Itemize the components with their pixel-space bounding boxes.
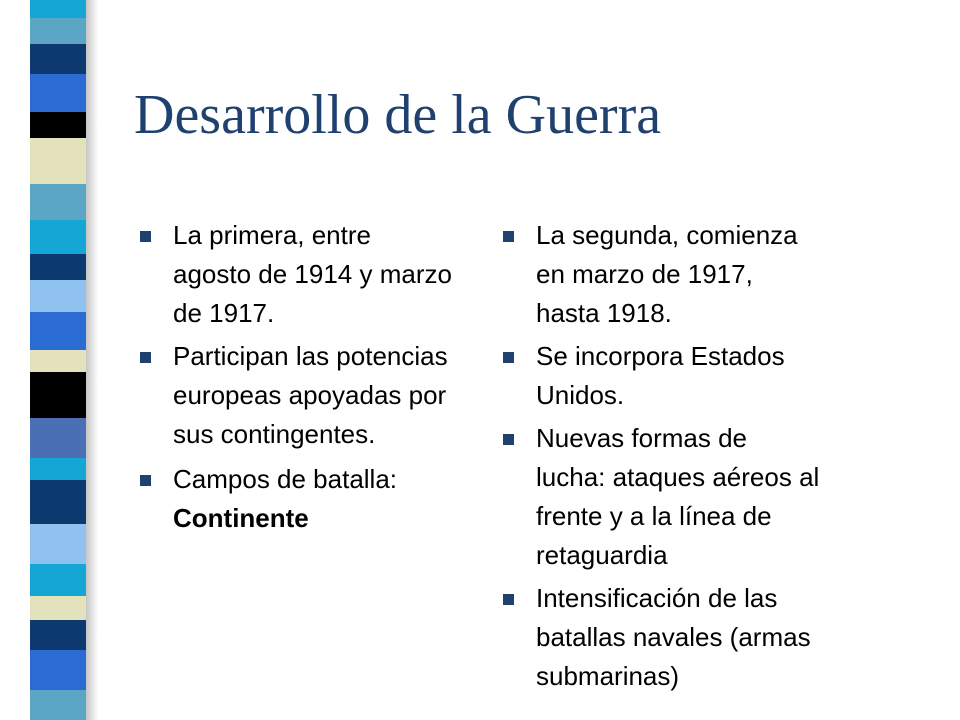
strip-shadow bbox=[86, 0, 98, 720]
strip-segment bbox=[30, 280, 86, 312]
strip-segment bbox=[30, 184, 86, 220]
bullet-text-line: Nuevas formas de bbox=[536, 423, 747, 453]
strip-segment bbox=[30, 620, 86, 650]
decorative-color-strip bbox=[30, 0, 86, 720]
strip-segment bbox=[30, 312, 86, 350]
bullet-item bbox=[497, 579, 897, 696]
square-bullet-icon bbox=[503, 434, 514, 445]
bullet-text-line: Campos de batalla: bbox=[173, 464, 398, 494]
strip-segment bbox=[30, 650, 86, 690]
strip-segment bbox=[30, 690, 86, 720]
bullet-text-line: retaguardia bbox=[536, 540, 668, 570]
square-bullet-icon bbox=[503, 352, 514, 363]
strip-segment bbox=[30, 524, 86, 564]
bullet-text-line: Unidos. bbox=[536, 380, 625, 410]
bullet-item bbox=[497, 337, 897, 415]
bullet-text-line: en marzo de 1917, bbox=[536, 259, 753, 289]
square-bullet-icon bbox=[503, 231, 514, 242]
bullet-text-line: La segunda, comienza bbox=[536, 220, 798, 250]
bullet-text-line: sus contingentes. bbox=[173, 419, 376, 449]
square-bullet-icon bbox=[140, 231, 151, 242]
bullet-text-line: Se incorpora Estados bbox=[536, 341, 785, 371]
strip-segment bbox=[30, 18, 86, 44]
strip-segment bbox=[30, 138, 86, 184]
strip-segment bbox=[30, 220, 86, 254]
slide-title: Desarrollo de la Guerra bbox=[134, 84, 662, 146]
bullet-text-line: Intensificación de las bbox=[536, 583, 778, 613]
bullet-text-line: hasta 1918. bbox=[536, 298, 672, 328]
strip-segment bbox=[30, 112, 86, 138]
bullet-item bbox=[497, 216, 897, 333]
bullet-text-line: lucha: ataques aéreos al bbox=[536, 462, 820, 492]
strip-segment bbox=[30, 458, 86, 480]
square-bullet-icon bbox=[503, 594, 514, 605]
bullet-text-line: Participan las potencias bbox=[173, 341, 448, 371]
strip-segment bbox=[30, 74, 86, 112]
bullet-text-line: batallas navales (armas bbox=[536, 622, 811, 652]
strip-segment bbox=[30, 564, 86, 596]
square-bullet-icon bbox=[140, 352, 151, 363]
left-bullet-list bbox=[134, 216, 506, 544]
bullet-text-line: europeas apoyadas por bbox=[173, 380, 447, 410]
bullet-item bbox=[134, 216, 506, 333]
bullet-item bbox=[134, 337, 506, 454]
bullet-item bbox=[134, 460, 506, 538]
strip-segment bbox=[30, 0, 86, 18]
bullet-text-line: La primera, entre bbox=[173, 220, 371, 250]
strip-segment bbox=[30, 372, 86, 418]
right-bullet-list bbox=[497, 216, 897, 700]
strip-segment bbox=[30, 418, 86, 458]
bullet-bold-text: Continente bbox=[173, 503, 309, 533]
bullet-text-line: submarinas) bbox=[536, 661, 680, 691]
strip-segment bbox=[30, 480, 86, 524]
strip-segment bbox=[30, 596, 86, 620]
bullet-item bbox=[497, 419, 897, 575]
bullet-text-line: frente y a la línea de bbox=[536, 501, 772, 531]
strip-segment bbox=[30, 350, 86, 372]
strip-segment bbox=[30, 254, 86, 280]
bullet-text-line: agosto de 1914 y marzo bbox=[173, 259, 452, 289]
strip-segment bbox=[30, 44, 86, 74]
square-bullet-icon bbox=[140, 475, 151, 486]
bullet-text-line: de 1917. bbox=[173, 298, 275, 328]
